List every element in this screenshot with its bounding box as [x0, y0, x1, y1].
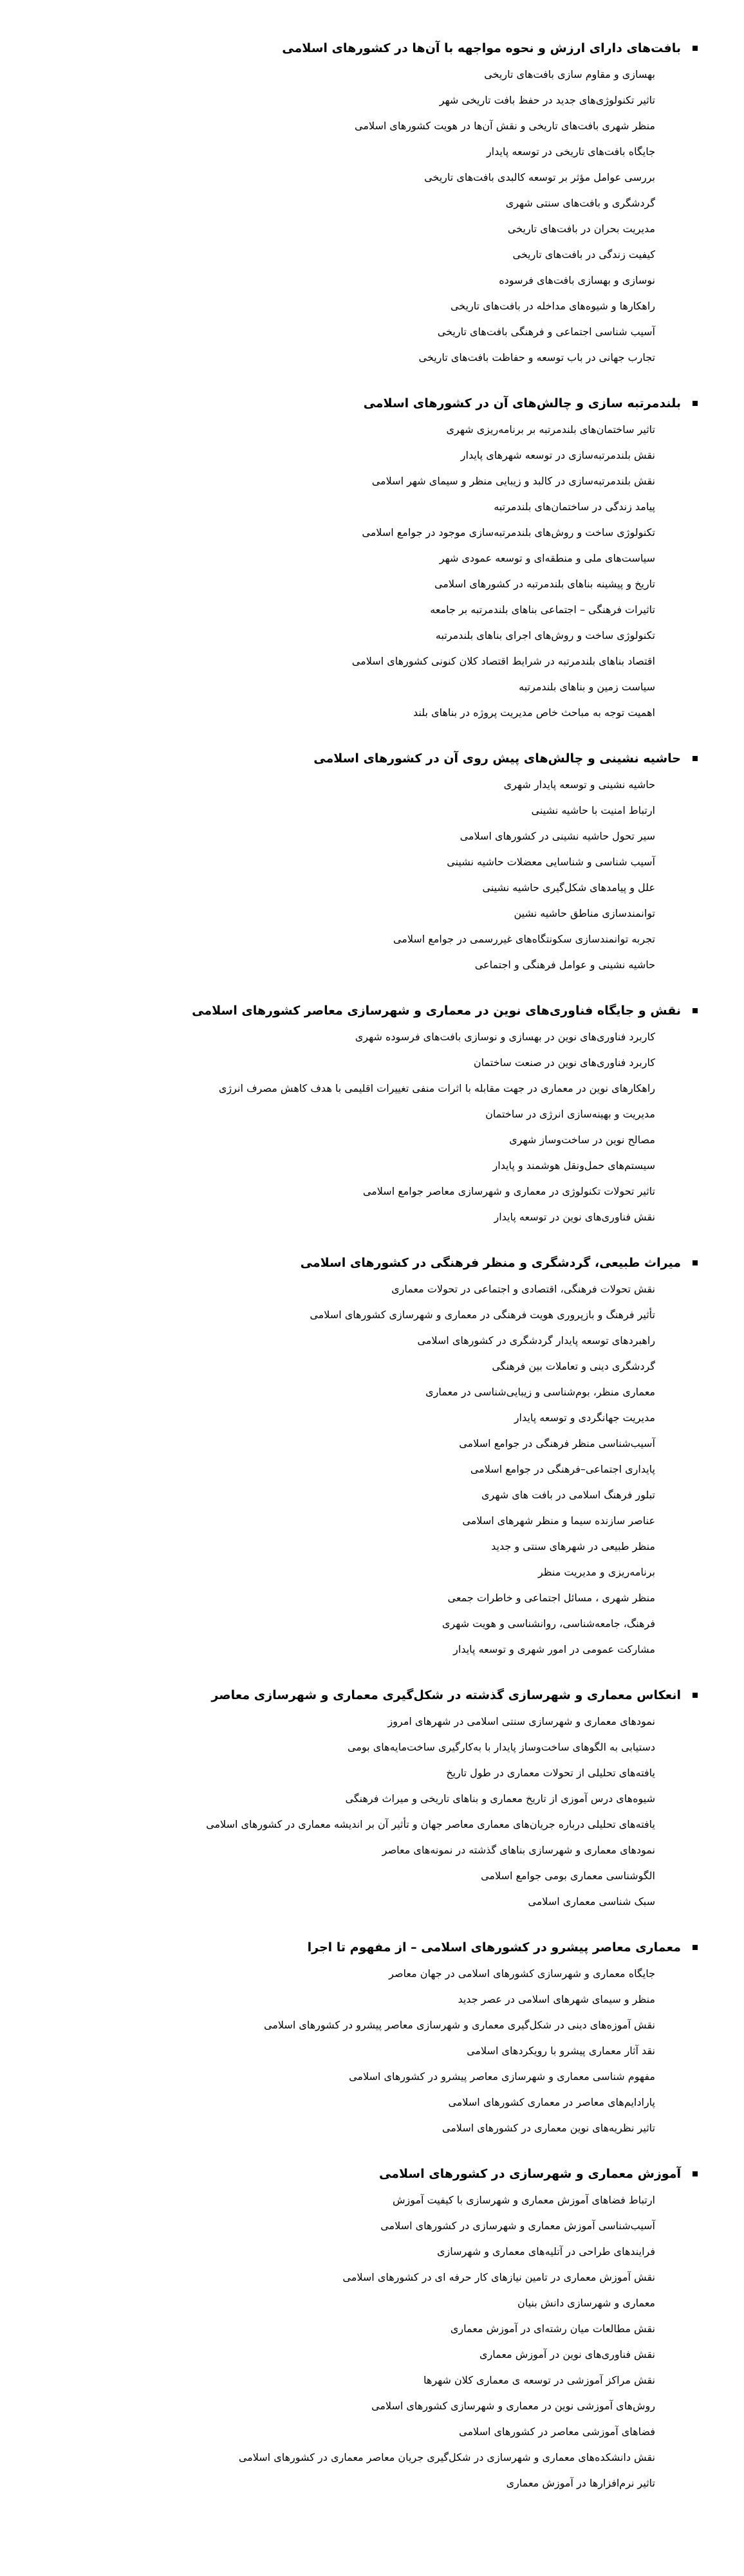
- subtopic-item: معماری منظر، بوم‌شناسی و زیبایی‌شناسی در معماری: [425, 1386, 655, 1398]
- subtopic-item: نقد آثار معماری پیشرو با رویکردهای اسلامی: [467, 2045, 655, 2057]
- section-title-text: معماری معاصر پیشرو در کشورهای اسلامی – از مفهوم تا اجرا: [307, 1940, 681, 1955]
- subtopic-item: معماری و شهرسازی دانش بنیان: [517, 2297, 655, 2309]
- subtopic-list: [13, 417, 681, 726]
- topic-section: [13, 394, 681, 726]
- subtopic-item: ارتباط امنیت با حاشیه نشینی: [531, 804, 655, 816]
- square-bullet-icon: [693, 46, 698, 51]
- subtopic-item: اهمیت توجه به مباحث خاص مدیریت پروژه در بناهای بلند: [413, 706, 655, 719]
- subtopic-item: فضاهای آموزشی معاصر در کشورهای اسلامی: [459, 2425, 655, 2438]
- square-bullet-icon: [693, 401, 698, 406]
- subtopic-item: سبک شناسی معماری اسلامی: [528, 1895, 655, 1908]
- subtopic-item: سیاست زمین و بناهای بلندمرتبه: [519, 681, 655, 693]
- subtopic-item: کیفیت زندگی در بافت‌های تاریخی: [512, 248, 655, 261]
- section-title-text: بلندمرتبه سازی و چالش‌های آن در کشورهای اسلامی: [363, 396, 681, 410]
- square-bullet-icon: [693, 1260, 698, 1265]
- subtopic-item: علل و پیامدهای شکل‌گیری حاشیه نشینی: [482, 881, 655, 894]
- subtopic-item: مفهوم شناسی معماری و شهرسازی معاصر پیشرو در کشورهای اسلامی: [349, 2070, 655, 2083]
- subtopic-item: تأثیر فرهنگ و بازپروری هویت فرهنگی در معماری و شهرسازی کشورهای اسلامی: [310, 1309, 655, 1321]
- square-bullet-icon: [693, 1008, 698, 1013]
- subtopic-item: منظر طبیعی در شهرهای سنتی و جدید: [491, 1540, 655, 1552]
- subtopic-list: [13, 1276, 681, 1662]
- subtopic-item: عناصر سازنده سیما و منظر شهرهای اسلامی: [462, 1514, 655, 1527]
- subtopic-item: تجربه توانمندسازی سکونتگاه‌های غیررسمی در جوامع اسلامی: [393, 933, 655, 945]
- section-title: [13, 749, 681, 768]
- subtopic-item: نقش دانشکده‌های معماری و شهرسازی در شکل‌گیری جریان معاصر معماری در کشورهای اسلامی: [238, 2451, 655, 2463]
- subtopic-item: تکنولوژی ساخت و روش‌های بلندمرتبه‌سازی موجود در جوامع اسلامی: [362, 526, 655, 538]
- subtopic-item: ارتباط فضاهای آموزش معماری و شهرسازی با کیفیت آموزش: [392, 2194, 655, 2206]
- subtopic-item: تاثیر نظریه‌های نوین معماری در کشورهای اسلامی: [442, 2122, 655, 2134]
- subtopic-list: [13, 62, 681, 371]
- subtopic-item: نقش بلندمرتبه‌سازی در کالبد و زیبایی منظر و سیمای شهر اسلامی: [371, 475, 655, 487]
- subtopic-item: مدیریت و بهینه‌سازی انرژی در ساختمان: [485, 1108, 655, 1120]
- subtopic-item: بررسی عوامل مؤثر بر توسعه کالبدی بافت‌های تاریخی: [424, 171, 655, 183]
- subtopic-item: نقش مطالعات میان رشته‌ای در آموزش معماری: [450, 2323, 655, 2335]
- subtopic-item: تاثیر نرم‌افزارها در آموزش معماری: [506, 2477, 655, 2489]
- subtopic-list: [13, 1024, 681, 1230]
- subtopic-item: پایداری اجتماعی–فرهنگی در جوامع اسلامی: [470, 1463, 655, 1475]
- subtopic-item: نقش فناوری‌های نوین در توسعه پایدار: [494, 1211, 655, 1223]
- subtopic-item: حاشیه نشینی و عوامل فرهنگی و اجتماعی: [474, 959, 655, 971]
- subtopic-item: نقش بلندمرتبه‌سازی در توسعه شهرهای پایدار: [460, 449, 655, 461]
- section-title: [13, 2164, 681, 2184]
- section-title-text: نقش و جایگاه فناوری‌های نوین در معماری و شهرسازی معاصر کشورهای اسلامی: [192, 1004, 681, 1018]
- section-title: [13, 1253, 681, 1273]
- subtopic-list: [13, 2187, 681, 2496]
- subtopic-item: تکنولوژی ساخت و روش‌های اجرای بناهای بلندمرتبه: [435, 629, 655, 641]
- subtopic-item: نمودهای معماری و شهرسازی سنتی اسلامی در شهرهای امروز: [387, 1715, 655, 1727]
- subtopic-list: [13, 772, 681, 978]
- subtopic-item: سیر تحول حاشیه نشینی در کشورهای اسلامی: [460, 830, 655, 842]
- subtopic-item: گردشگری دینی و تعاملات بین فرهنگی: [492, 1360, 655, 1372]
- topic-section: [13, 39, 681, 371]
- square-bullet-icon: [693, 756, 698, 761]
- subtopic-item: تاثیرات فرهنگی – اجتماعی بناهای بلندمرتبه بر جامعه: [430, 603, 655, 616]
- subtopic-item: حاشیه نشینی و توسعه پایدار شهری: [503, 778, 655, 791]
- subtopic-item: سیستم‌های حمل‌ونقل هوشمند و پایدار: [492, 1159, 655, 1172]
- subtopic-item: مدیریت جهانگردی و توسعه پایدار: [514, 1412, 655, 1424]
- subtopic-item: پیامد زندگی در ساختمان‌های بلندمرتبه: [494, 501, 655, 513]
- square-bullet-icon: [693, 2171, 698, 2176]
- subtopic-list: [13, 1961, 681, 2141]
- subtopic-item: آسیب‌شناسی آموزش معماری و شهرسازی در کشورهای اسلامی: [380, 2220, 655, 2232]
- subtopic-item: اقتصاد بناهای بلندمرتبه در شرایط اقتصاد کلان کنونی کشورهای اسلامی: [351, 655, 655, 667]
- square-bullet-icon: [693, 1693, 698, 1698]
- subtopic-item: بهسازی و مقاوم سازی بافت‌های تاریخی: [484, 68, 655, 80]
- subtopic-item: نقش تحولات فرهنگی، اقتصادی و اجتماعی در تحولات معماری: [391, 1283, 655, 1295]
- subtopic-item: منظر و سیمای شهرهای اسلامی در عصر جدید: [458, 1993, 655, 2005]
- subtopic-item: آسیب‌شناسی منظر فرهنگی در جوامع اسلامی: [459, 1437, 655, 1449]
- subtopic-item: منظر شهری ، مسائل اجتماعی و خاطرات جمعی: [447, 1592, 655, 1604]
- subtopic-item: گردشگری و بافت‌های سنتی شهری: [505, 197, 655, 209]
- section-title: [13, 1686, 681, 1705]
- subtopic-item: یافته‌های تحلیلی از تحولات معماری در طول تاریخ: [446, 1767, 655, 1779]
- subtopic-item: راهکارها و شیوه‌های مداخله در بافت‌های تاریخی: [450, 300, 655, 312]
- subtopic-item: فرایندهای طراحی در آتلیه‌های معماری و شهرسازی: [436, 2245, 655, 2258]
- subtopic-item: کاربرد فناوری‌های نوین در بهسازی و نوسازی بافت‌های فرسوده شهری: [355, 1031, 655, 1043]
- subtopic-item: نمودهای معماری و شهرسازی بناهای گذشته در نمونه‌های معاصر: [382, 1844, 655, 1856]
- section-title-text: میراث طبیعی، گردشگری و منظر فرهنگی در کشورهای اسلامی: [300, 1256, 681, 1270]
- topic-section: [13, 1938, 681, 2141]
- section-title-text: انعکاس معماری و شهرسازی گذشته در شکل‌گیری معماری و شهرسازی معاصر: [211, 1688, 681, 1702]
- subtopic-item: روش‌های آموزشی نوین در معماری و شهرسازی کشورهای اسلامی: [371, 2400, 655, 2412]
- subtopic-item: منظر شهری بافت‌های تاریخی و نقش آن‌ها در هویت کشورهای اسلامی: [355, 120, 655, 132]
- subtopic-item: تاریخ و پیشینه بناهای بلندمرتبه در کشورهای اسلامی: [434, 578, 655, 590]
- subtopic-item: تاثیر ساختمان‌های بلندمرتبه بر برنامه‌ریزی شهری: [446, 423, 655, 436]
- topic-section: [13, 1686, 681, 1915]
- subtopic-item: راهبردهای توسعه پایدار گردشگری در کشورهای اسلامی: [417, 1334, 655, 1347]
- subtopic-item: تاثیر تحولات تکنولوژی در معماری و شهرسازی معاصر جوامع اسلامی: [362, 1185, 655, 1197]
- subtopic-item: توانمندسازی مناطق حاشیه نشین: [514, 907, 655, 919]
- topic-section: [13, 2164, 681, 2496]
- subtopic-item: کاربرد فناوری‌های نوین در صنعت ساختمان: [473, 1056, 655, 1069]
- subtopic-item: نقش فناوری‌های نوین در آموزش معماری: [479, 2348, 655, 2360]
- section-title: [13, 1938, 681, 1957]
- section-title-text: بافت‌های دارای ارزش و نحوه مواجهه با آن‌ها در کشورهای اسلامی: [282, 41, 681, 55]
- topic-section: [13, 1253, 681, 1662]
- subtopic-item: الگوشناسی معماری بومی جوامع اسلامی: [481, 1870, 655, 1882]
- subtopic-item: جایگاه بافت‌های تاریخی در توسعه پایدار: [486, 145, 655, 158]
- subtopic-item: تجارب جهانی در باب توسعه و حفاظت بافت‌های تاریخی: [418, 351, 655, 363]
- section-title: [13, 39, 681, 58]
- subtopic-item: مشارکت عمومی در امور شهری و توسعه پایدار: [453, 1643, 655, 1655]
- section-title: [13, 394, 681, 413]
- subtopic-item: نقش مراکز آموزشی در توسعه ی معماری کلان شهرها: [423, 2374, 655, 2386]
- subtopic-item: راهکارهای نوین در معماری در جهت مقابله با اثرات منفی تغییرات اقلیمی با هدف کاهش مصرف انرژی: [218, 1082, 655, 1094]
- subtopic-item: پارادایم‌های معاصر در معماری کشورهای اسلامی: [448, 2096, 655, 2108]
- subtopic-list: [13, 1709, 681, 1915]
- subtopic-item: نقش آموزش معماری در تامین نیازهای کار حرفه ای در کشورهای اسلامی: [342, 2271, 655, 2283]
- topic-section: [13, 749, 681, 978]
- subtopic-item: آسیب شناسی اجتماعی و فرهنگی بافت‌های تاریخی: [437, 326, 655, 338]
- topic-section: [13, 1001, 681, 1230]
- subtopic-item: یافته‌های تحلیلی درباره جریان‌های معماری معاصر جهان و تأثیر آن بر اندیشه معماری در کشورهای اسلامی: [206, 1818, 655, 1830]
- subtopic-item: سیاست‌های ملی و منطقه‌ای و توسعه عمودی شهر: [439, 552, 655, 564]
- section-title: [13, 1001, 681, 1020]
- subtopic-item: نوسازی و بهسازی بافت‌های فرسوده: [499, 274, 655, 286]
- subtopic-item: فرهنگ، جامعه‌شناسی، روانشناسی و هویت شهری: [442, 1617, 655, 1630]
- section-title-text: آموزش معماری و شهرسازی در کشورهای اسلامی: [378, 2167, 681, 2181]
- subtopic-item: مصالح نوین در ساخت‌وساز شهری: [509, 1134, 655, 1146]
- subtopic-item: برنامه‌ریزی و مدیریت منظر: [537, 1566, 655, 1578]
- square-bullet-icon: [693, 1945, 698, 1950]
- subtopic-item: تبلور فرهنگ اسلامی در بافت های شهری: [481, 1489, 655, 1501]
- subtopic-item: مدیریت بحران در بافت‌های تاریخی: [507, 223, 655, 235]
- subtopic-item: نقش آموزه‌های دینی در شکل‌گیری معماری و شهرسازی معاصر پیشرو در کشورهای اسلامی: [263, 2019, 655, 2031]
- subtopic-item: دستیابی به الگوهای ساخت‌وساز پایدار با به‌کارگیری ساخت‌مایه‌های بومی: [348, 1741, 655, 1753]
- subtopic-item: آسیب شناسی و شناسایی معضلات حاشیه نشینی: [447, 856, 655, 868]
- section-title-text: حاشیه نشینی و چالش‌های پیش روی آن در کشورهای اسلامی: [313, 751, 681, 766]
- subtopic-item: تاثیر تکنولوژی‌های جدید در حفظ بافت تاریخی شهر: [439, 94, 655, 106]
- subtopic-item: جایگاه معماری و شهرسازی کشورهای اسلامی در جهان معاصر: [389, 1967, 655, 1980]
- subtopic-item: شیوه‌های درس آموزی از تاریخ معماری و بناهای تاریخی و میراث فرهنگی: [345, 1792, 655, 1805]
